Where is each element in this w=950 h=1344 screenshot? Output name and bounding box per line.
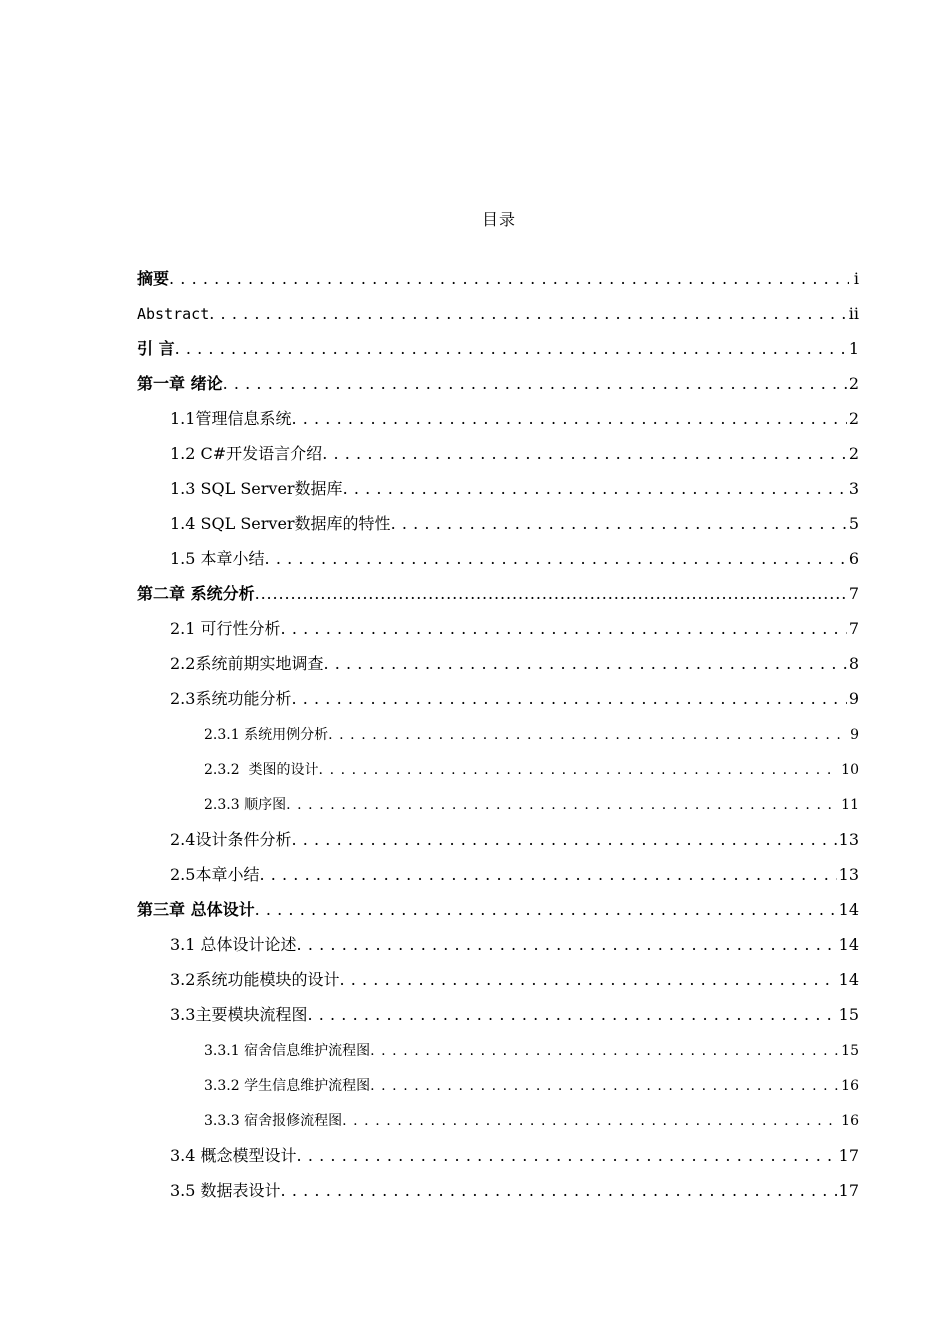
toc-entry-page: 1	[848, 339, 859, 358]
toc-entry-page: 13	[838, 830, 859, 849]
toc-entry-2-5[interactable]	[170, 863, 859, 885]
toc-entry-3-3[interactable]	[170, 1003, 859, 1025]
dot-leader	[255, 584, 847, 604]
toc-entry-page: 9	[848, 689, 859, 708]
toc-entry-2-1[interactable]	[170, 617, 859, 639]
dot-leader	[307, 1005, 836, 1025]
dot-leader	[291, 689, 846, 709]
dot-leader	[175, 339, 847, 359]
toc-entry-page: 10	[841, 762, 859, 778]
toc-entry-page: 14	[838, 935, 859, 954]
toc-entry-page: 14	[838, 900, 859, 919]
dot-leader	[169, 269, 849, 289]
toc-entry-label: 引 言	[137, 339, 175, 358]
toc-entry-label: 2.4设计条件分析	[170, 830, 292, 849]
toc-entry-label: 2.3.1 系统用例分析	[204, 727, 329, 743]
toc-entry-page: 2	[848, 444, 859, 463]
toc-entry-page: 14	[838, 970, 859, 989]
toc-entry-3-2[interactable]	[170, 968, 859, 990]
toc-title: 目录	[481, 210, 516, 229]
toc-entry-label: Abstract	[137, 305, 210, 323]
toc-entry-page: 17	[838, 1181, 859, 1200]
dot-leader	[281, 619, 847, 639]
toc-entry-page: ii	[848, 304, 859, 323]
toc-entry-label: 2.2系统前期实地调查	[170, 654, 324, 673]
toc-entry-page: 15	[841, 1043, 859, 1059]
toc-entry-2-3[interactable]	[170, 687, 859, 709]
dot-leader	[391, 514, 847, 534]
toc-entry-page: 16	[841, 1078, 859, 1094]
dot-leader	[328, 725, 848, 745]
toc-entry-page: 2	[848, 409, 859, 428]
toc-entry-1-4[interactable]	[170, 512, 859, 534]
dot-leader	[281, 1181, 837, 1201]
toc-entry-2-2[interactable]	[170, 652, 859, 674]
dot-leader	[297, 935, 837, 955]
toc-entry-label: 3.1 总体设计论述	[170, 935, 297, 954]
toc-entry-abstract-cn[interactable]	[137, 267, 859, 289]
toc-entry-label: 3.3.3 宿舍报修流程图	[204, 1113, 343, 1129]
toc-entry-page: 3	[848, 479, 859, 498]
toc-entry-2-4[interactable]	[170, 828, 859, 850]
dot-leader	[265, 549, 847, 569]
toc-entry-3-5[interactable]	[170, 1179, 859, 1201]
toc-entry-label: 第二章 系统分析	[137, 584, 255, 603]
toc-entry-abstract-en[interactable]	[137, 302, 859, 324]
toc-entry-2-3-2[interactable]	[204, 758, 859, 780]
toc-entry-3-3-3[interactable]	[204, 1109, 859, 1131]
dot-leader	[291, 830, 836, 850]
toc-entry-3-4[interactable]	[170, 1144, 859, 1166]
toc-entry-label: 1.2 C#开发语言介绍	[170, 444, 323, 463]
toc-entry-label: 2.3系统功能分析	[170, 689, 292, 708]
dot-leader	[342, 1111, 839, 1131]
toc-entry-page: 13	[838, 865, 859, 884]
dot-leader	[297, 1146, 837, 1166]
toc-entry-label: 2.5本章小结	[170, 865, 260, 884]
toc-entry-1-5[interactable]	[170, 547, 859, 569]
toc-entry-page: 16	[841, 1113, 859, 1129]
dot-leader	[223, 374, 847, 394]
dot-leader	[259, 865, 836, 885]
toc-entry-chapter-2[interactable]	[137, 582, 859, 604]
toc-entry-3-1[interactable]	[170, 933, 859, 955]
dot-leader	[339, 970, 836, 990]
toc-entry-label: 1.3 SQL Server数据库	[170, 479, 343, 498]
toc-entry-2-3-3[interactable]	[204, 793, 859, 815]
dot-leader	[370, 1076, 839, 1096]
toc-entry-1-1[interactable]	[170, 407, 859, 429]
toc-entry-label: 第三章 总体设计	[137, 900, 255, 919]
toc-entry-label: 3.3.1 宿舍信息维护流程图	[204, 1043, 371, 1059]
toc-entry-1-3[interactable]	[170, 477, 859, 499]
dot-leader	[255, 900, 837, 920]
toc-entry-page: 6	[848, 549, 859, 568]
toc-entry-label: 第一章 绪论	[137, 374, 223, 393]
toc-entry-1-2[interactable]	[170, 442, 859, 464]
toc-entry-label: 3.4 概念模型设计	[170, 1146, 297, 1165]
toc-entry-page: 5	[848, 514, 859, 533]
toc-entry-label: 1.1管理信息系统	[170, 409, 292, 428]
toc-entry-chapter-1[interactable]	[137, 372, 859, 394]
dot-leader	[319, 760, 840, 780]
toc-entry-page: 17	[838, 1146, 859, 1165]
dot-leader	[209, 304, 847, 324]
toc-entry-label: 1.4 SQL Server数据库的特性	[170, 514, 391, 533]
dot-leader	[343, 479, 847, 499]
dot-leader	[370, 1041, 839, 1061]
toc-entry-introduction[interactable]	[137, 337, 859, 359]
toc-entry-label: 3.5 数据表设计	[170, 1181, 281, 1200]
toc-entry-page: i	[853, 269, 859, 288]
dot-leader	[291, 409, 846, 429]
toc-entry-page: 2	[848, 374, 859, 393]
toc-entry-label: 1.5 本章小结	[170, 549, 265, 568]
toc-entry-label: 2.1 可行性分析	[170, 619, 281, 638]
toc-entry-label: 2.3.3 顺序图	[204, 797, 287, 813]
toc-entry-chapter-3[interactable]	[137, 898, 859, 920]
toc-entry-label: 3.3.2 学生信息维护流程图	[204, 1078, 371, 1094]
toc-entry-page: 7	[848, 619, 859, 638]
toc-entry-page: 15	[838, 1005, 859, 1024]
toc-entry-label: 3.3主要模块流程图	[170, 1005, 308, 1024]
toc-entry-label: 2.3.2 类图的设计	[204, 762, 319, 778]
dot-leader	[286, 795, 839, 815]
toc-entry-3-3-1[interactable]	[204, 1039, 859, 1061]
dot-leader	[322, 444, 847, 464]
dot-leader	[323, 654, 846, 674]
toc-entry-2-3-1[interactable]	[204, 723, 859, 745]
toc-entry-page: 7	[848, 584, 859, 603]
toc-entry-label: 3.2系统功能模块的设计	[170, 970, 340, 989]
toc-entry-label: 摘要	[137, 269, 170, 288]
toc-entry-3-3-2[interactable]	[204, 1074, 859, 1096]
toc-entry-page: 8	[848, 654, 859, 673]
toc-entry-page: 9	[850, 727, 859, 743]
toc-entry-page: 11	[841, 797, 859, 813]
